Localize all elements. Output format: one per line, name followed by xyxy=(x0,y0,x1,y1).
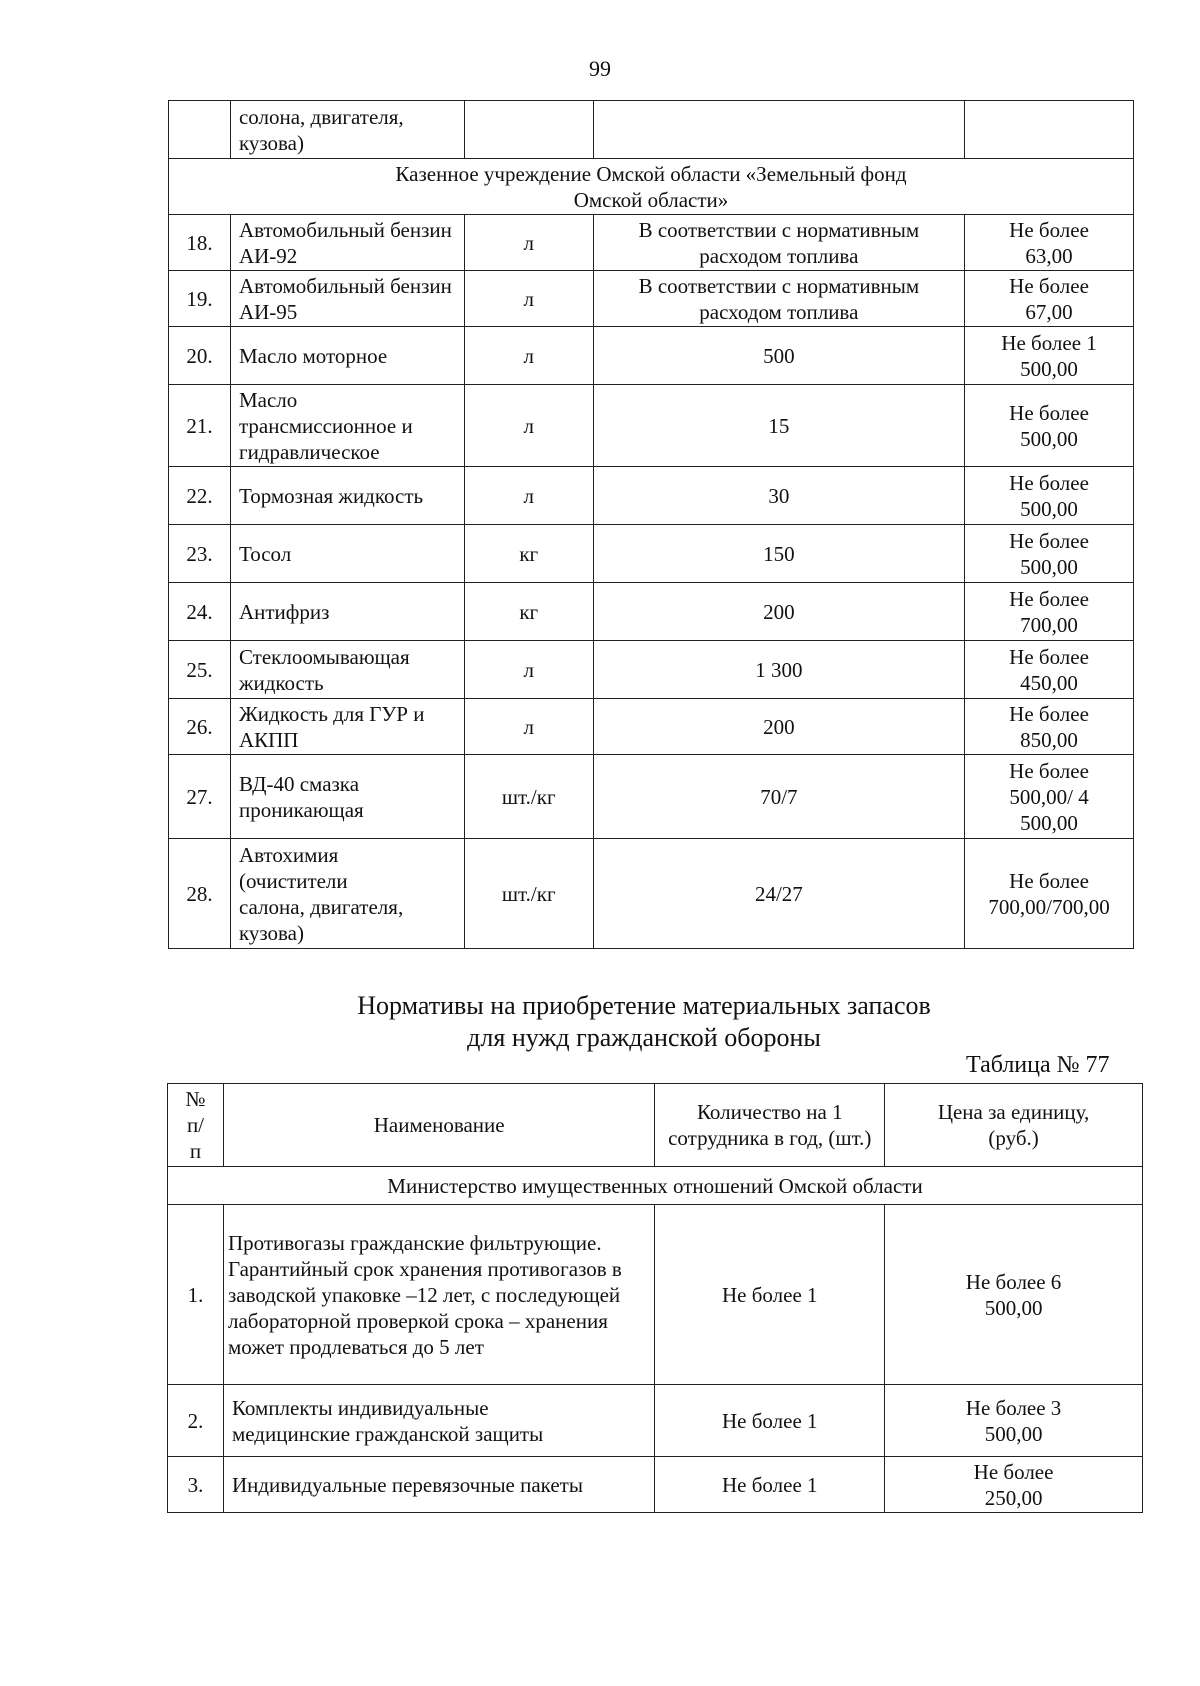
row-name: Стеклоомывающая жидкость xyxy=(230,641,464,699)
row-name: Тосол xyxy=(230,525,464,583)
row-number: 2. xyxy=(168,1385,224,1457)
row-name: Жидкость для ГУР и АКПП xyxy=(230,699,464,755)
row-unit: кг xyxy=(464,525,593,583)
row-qty: Не более 1 xyxy=(655,1205,885,1385)
section-row xyxy=(169,159,1134,215)
table-row xyxy=(169,755,1134,839)
row-qty: 1 300 xyxy=(593,641,964,699)
table-row xyxy=(169,271,1134,327)
row-number: 21. xyxy=(169,385,231,467)
row-name: Автохимия (очистители салона, двигателя, кузова) xyxy=(230,839,464,949)
row-name: Масло трансмиссионное и гидравлическое xyxy=(230,385,464,467)
section-row xyxy=(168,1167,1143,1205)
row-number: 23. xyxy=(169,525,231,583)
row-name: Антифриз xyxy=(230,583,464,641)
row-price: Не более 3 500,00 xyxy=(885,1385,1143,1457)
row-price xyxy=(965,101,1134,159)
row-price: Не более 500,00 xyxy=(965,525,1134,583)
row-price: Не более 500,00/ 4 500,00 xyxy=(965,755,1134,839)
header-qty: Количество на 1 сотрудника в год, (шт.) xyxy=(655,1084,885,1167)
row-name: ВД-40 смазка проникающая xyxy=(230,755,464,839)
consumables-table-continued xyxy=(168,100,1134,949)
row-price: Не более 700,00/700,00 xyxy=(965,839,1134,949)
row-price: Не более 63,00 xyxy=(965,215,1134,271)
row-price: Не более 6 500,00 xyxy=(885,1205,1143,1385)
civil-defense-table xyxy=(167,1083,1143,1513)
row-qty xyxy=(593,101,964,159)
row-number: 26. xyxy=(169,699,231,755)
row-number: 28. xyxy=(169,839,231,949)
row-name: Тормозная жидкость xyxy=(230,467,464,525)
row-name: Автомобильный бензин АИ-92 xyxy=(230,215,464,271)
table-row xyxy=(169,525,1134,583)
table-row xyxy=(169,583,1134,641)
row-name: солона, двигателя, кузова) xyxy=(230,101,464,159)
row-price: Не более 67,00 xyxy=(965,271,1134,327)
table-row xyxy=(168,1205,1143,1385)
row-unit: шт./кг xyxy=(464,839,593,949)
row-name: Комплекты индивидуальные медицинские гражданской защиты xyxy=(223,1385,654,1457)
table-header-row xyxy=(168,1084,1143,1167)
row-number: 18. xyxy=(169,215,231,271)
row-unit: л xyxy=(464,215,593,271)
section-heading: Казенное учреждение Омской области «Земельный фонд Омской области» xyxy=(169,159,1134,215)
row-number xyxy=(169,101,231,159)
row-unit: л xyxy=(464,271,593,327)
table-row xyxy=(169,215,1134,271)
table-row xyxy=(168,1385,1143,1457)
row-number: 27. xyxy=(169,755,231,839)
row-unit: шт./кг xyxy=(464,755,593,839)
table-row xyxy=(169,699,1134,755)
row-name: Автомобильный бензин АИ-95 xyxy=(230,271,464,327)
table-row xyxy=(168,1457,1143,1513)
row-number: 25. xyxy=(169,641,231,699)
row-qty: Не более 1 xyxy=(655,1457,885,1513)
table-row xyxy=(169,641,1134,699)
row-qty: В соответствии с нормативным расходом топлива xyxy=(593,271,964,327)
page-number: 99 xyxy=(589,56,611,81)
section-title-line-2: для нужд гражданской обороны xyxy=(467,1023,821,1052)
row-unit: л xyxy=(464,699,593,755)
row-name: Масло моторное xyxy=(230,327,464,385)
row-qty: 24/27 xyxy=(593,839,964,949)
row-number: 3. xyxy=(168,1457,224,1513)
table-row xyxy=(169,385,1134,467)
row-unit: л xyxy=(464,385,593,467)
row-qty: 150 xyxy=(593,525,964,583)
section-title-line-1: Нормативы на приобретение материальных запасов xyxy=(357,991,931,1020)
row-price: Не более 500,00 xyxy=(965,385,1134,467)
header-price: Цена за единицу, (руб.) xyxy=(885,1084,1143,1167)
row-unit: л xyxy=(464,641,593,699)
section-title xyxy=(0,990,1200,1054)
table-row xyxy=(169,327,1134,385)
row-number: 19. xyxy=(169,271,231,327)
row-price: Не более 700,00 xyxy=(965,583,1134,641)
row-unit xyxy=(464,101,593,159)
row-unit: л xyxy=(464,467,593,525)
row-price: Не более 850,00 xyxy=(965,699,1134,755)
row-number: 20. xyxy=(169,327,231,385)
row-qty: В соответствии с нормативным расходом топлива xyxy=(593,215,964,271)
table-row xyxy=(169,101,1134,159)
row-qty: 500 xyxy=(593,327,964,385)
row-name: Противогазы гражданские фильтрующие. Гарантийный срок хранения противогазов в заводской упаковке –12 лет, с последующей лабораторной проверкой срока – хранения может продлеваться до 5 лет xyxy=(223,1205,654,1385)
row-qty: 200 xyxy=(593,699,964,755)
row-number: 1. xyxy=(168,1205,224,1385)
row-price: Не более 250,00 xyxy=(885,1457,1143,1513)
row-price: Не более 1 500,00 xyxy=(965,327,1134,385)
row-unit: л xyxy=(464,327,593,385)
header-num: № п/п xyxy=(168,1084,224,1167)
row-qty: 15 xyxy=(593,385,964,467)
table-row xyxy=(169,839,1134,949)
row-number: 24. xyxy=(169,583,231,641)
row-qty: 30 xyxy=(593,467,964,525)
table-number-label: Таблица № 77 xyxy=(966,1052,1110,1078)
section-heading: Министерство имущественных отношений Омской области xyxy=(168,1167,1143,1205)
row-unit: кг xyxy=(464,583,593,641)
row-qty: Не более 1 xyxy=(655,1385,885,1457)
row-number: 22. xyxy=(169,467,231,525)
row-qty: 200 xyxy=(593,583,964,641)
row-name: Индивидуальные перевязочные пакеты xyxy=(223,1457,654,1513)
header-name: Наименование xyxy=(223,1084,654,1167)
row-qty: 70/7 xyxy=(593,755,964,839)
row-price: Не более 500,00 xyxy=(965,467,1134,525)
row-price: Не более 450,00 xyxy=(965,641,1134,699)
table-row xyxy=(169,467,1134,525)
